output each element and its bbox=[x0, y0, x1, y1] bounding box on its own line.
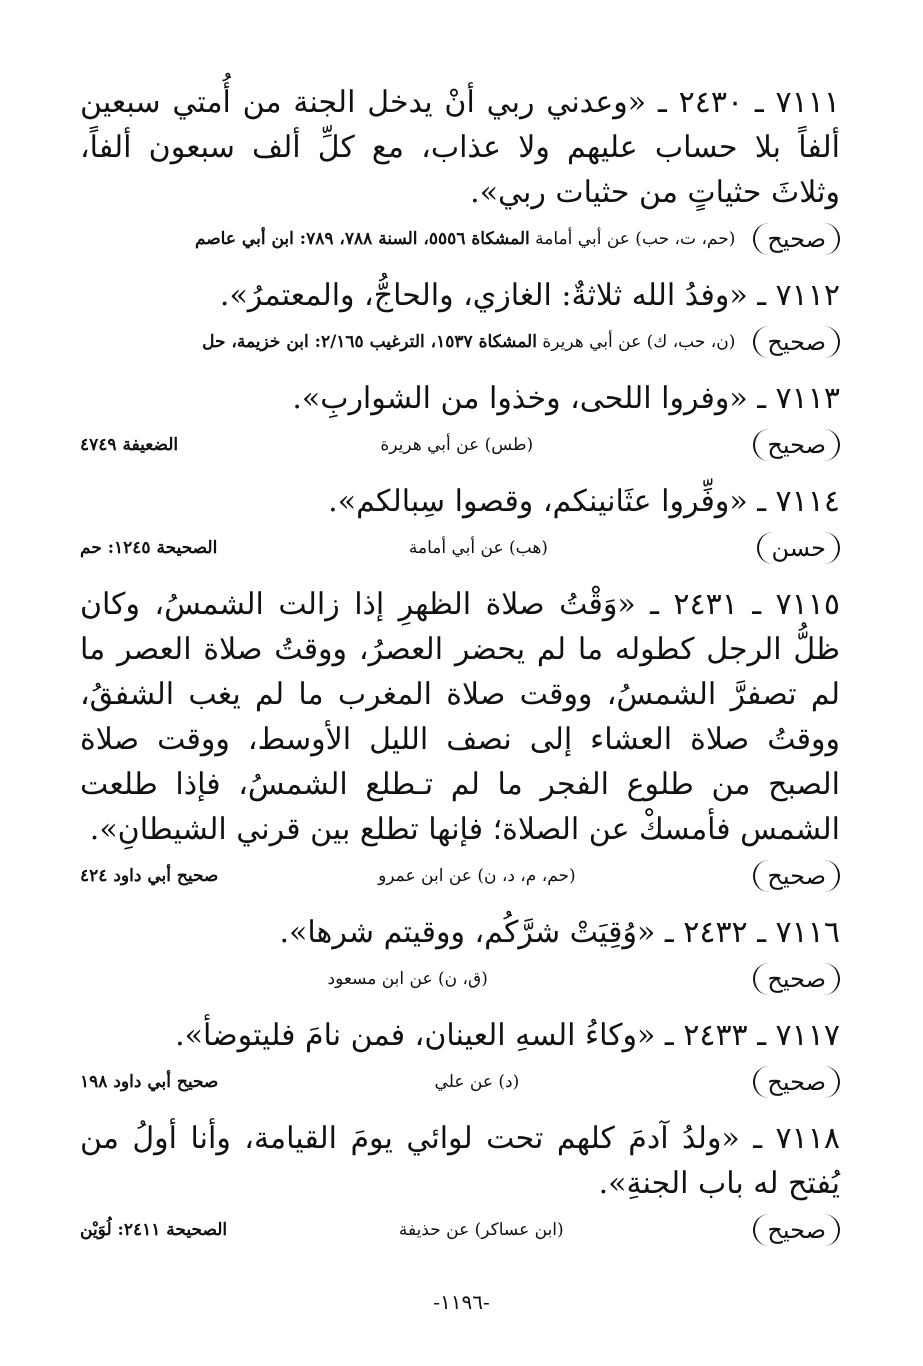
source-line bbox=[80, 318, 840, 366]
source-collections: (حم، ت، حب) عن أبي أمامة bbox=[535, 229, 736, 249]
hadith-text: ٧١١٢ ـ «وفدُ الله ثلاثةٌ: الغازي، والحاجُّ، والمعتمرُ». bbox=[219, 278, 840, 313]
hadith-text: ٧١١٧ ـ ٢٤٣٣ ـ «وكاءُ السهِ العينان، فمن نامَ فليتوضأ». bbox=[175, 1018, 840, 1053]
source-collections: (طس) عن أبي هريرة bbox=[380, 435, 534, 455]
grade-badge: حسن bbox=[757, 532, 840, 564]
grade-badge: صحيح bbox=[753, 860, 840, 892]
source-line bbox=[80, 215, 840, 263]
hadith-text: ٧١١٣ ـ «وفروا اللحى، وخذوا من الشواربِ». bbox=[292, 381, 840, 416]
page-number: -١١٩٦- bbox=[433, 1290, 490, 1314]
source-text bbox=[80, 332, 735, 352]
reference-text: المشكاة ٥٥٥٦، السنة ٧٨٨، ٧٨٩: ابن أبي عاصم bbox=[194, 229, 530, 249]
source-line bbox=[80, 421, 840, 469]
source-line bbox=[80, 524, 840, 572]
hadith-text: ٧١١٥ ـ ٢٤٣١ ـ «وَقْتُ صلاة الظهرِ إذا زالت الشمسُ، وكان ظلُّ الرجل كطوله ما لم يحضر العصرُ، ووقتُ صلاة العصر ما لم تصفرَّ الشمسُ، ووقت صلاة المغرب ما لم يغب الشفقُ، ووقتُ صلاة العشاء إلى نصف الليل الأوسط، ووقت صلاة الصبح من طلوع الفجر ما لم تـطلع الشمسُ، فإذا طلعت الشمس فأمسكْ عن الصلاة؛ فإنها تطلع بين قرني الشيطانِ». bbox=[80, 587, 840, 847]
source-line bbox=[80, 955, 840, 1003]
source-text bbox=[80, 229, 735, 249]
source-line bbox=[80, 852, 840, 900]
reference-text: الصحيحة ١٢٤٥: حم bbox=[80, 538, 218, 558]
source-line bbox=[80, 1058, 840, 1106]
grade-badge: صحيح bbox=[753, 1214, 840, 1246]
source-collections: (ن، حب، ك) عن أبي هريرة bbox=[542, 332, 736, 352]
source-line bbox=[80, 1206, 840, 1254]
hadith-text: ٧١١٤ ـ «وفِّروا عثَانينكم، وقصوا سِبالكم». bbox=[328, 484, 840, 519]
reference-text: الضعيفة ٤٧٤٩ bbox=[80, 435, 179, 455]
grade-badge: صحيح bbox=[753, 963, 840, 995]
reference-text: المشكاة ١٥٣٧، الترغيب ٢/١٦٥: ابن خزيمة، حل bbox=[202, 332, 537, 352]
hadith-text: ٧١١١ ـ ٢٤٣٠ ـ «وعدني ربي أنْ يدخل الجنة من أُمتي سبعين ألفاً بلا حساب عليهم ولا عذاب، مع كلِّ ألف سبعون ألفاً، وثلاثَ حثياتٍ من حثيات ربي». bbox=[80, 85, 840, 210]
reference-text: الصحيحة ٢٤١١: لُوَيْن bbox=[80, 1220, 228, 1240]
grade-badge: صحيح bbox=[753, 326, 840, 358]
hadith-text: ٧١١٦ ـ ٢٤٣٢ ـ «وُقِيَتْ شرَّكُم، ووقيتم شرها». bbox=[279, 915, 840, 950]
document-page bbox=[80, 80, 840, 1264]
hadith-text: ٧١١٨ ـ «ولدُ آدمَ كلهم تحت لوائي يومَ القيامة، وأنا أولُ من يُفتح له باب الجنةِ». bbox=[80, 1121, 840, 1201]
reference-text: صحيح أبي داود ٤٢٤ bbox=[80, 866, 219, 886]
grade-badge: صحيح bbox=[753, 223, 840, 255]
source-collections: (ق، ن) عن ابن مسعود bbox=[327, 969, 488, 989]
source-collections: (هب) عن أبي أمامة bbox=[408, 538, 548, 558]
source-collections: (حم، م، د، ن) عن ابن عمرو bbox=[378, 866, 576, 886]
source-collections: (د) عن علي bbox=[434, 1072, 520, 1092]
grade-badge: صحيح bbox=[753, 1066, 840, 1098]
source-collections: (ابن عساكر) عن حذيفة bbox=[398, 1220, 564, 1240]
grade-badge: صحيح bbox=[753, 429, 840, 461]
reference-text: صحيح أبي داود ١٩٨ bbox=[80, 1072, 219, 1092]
